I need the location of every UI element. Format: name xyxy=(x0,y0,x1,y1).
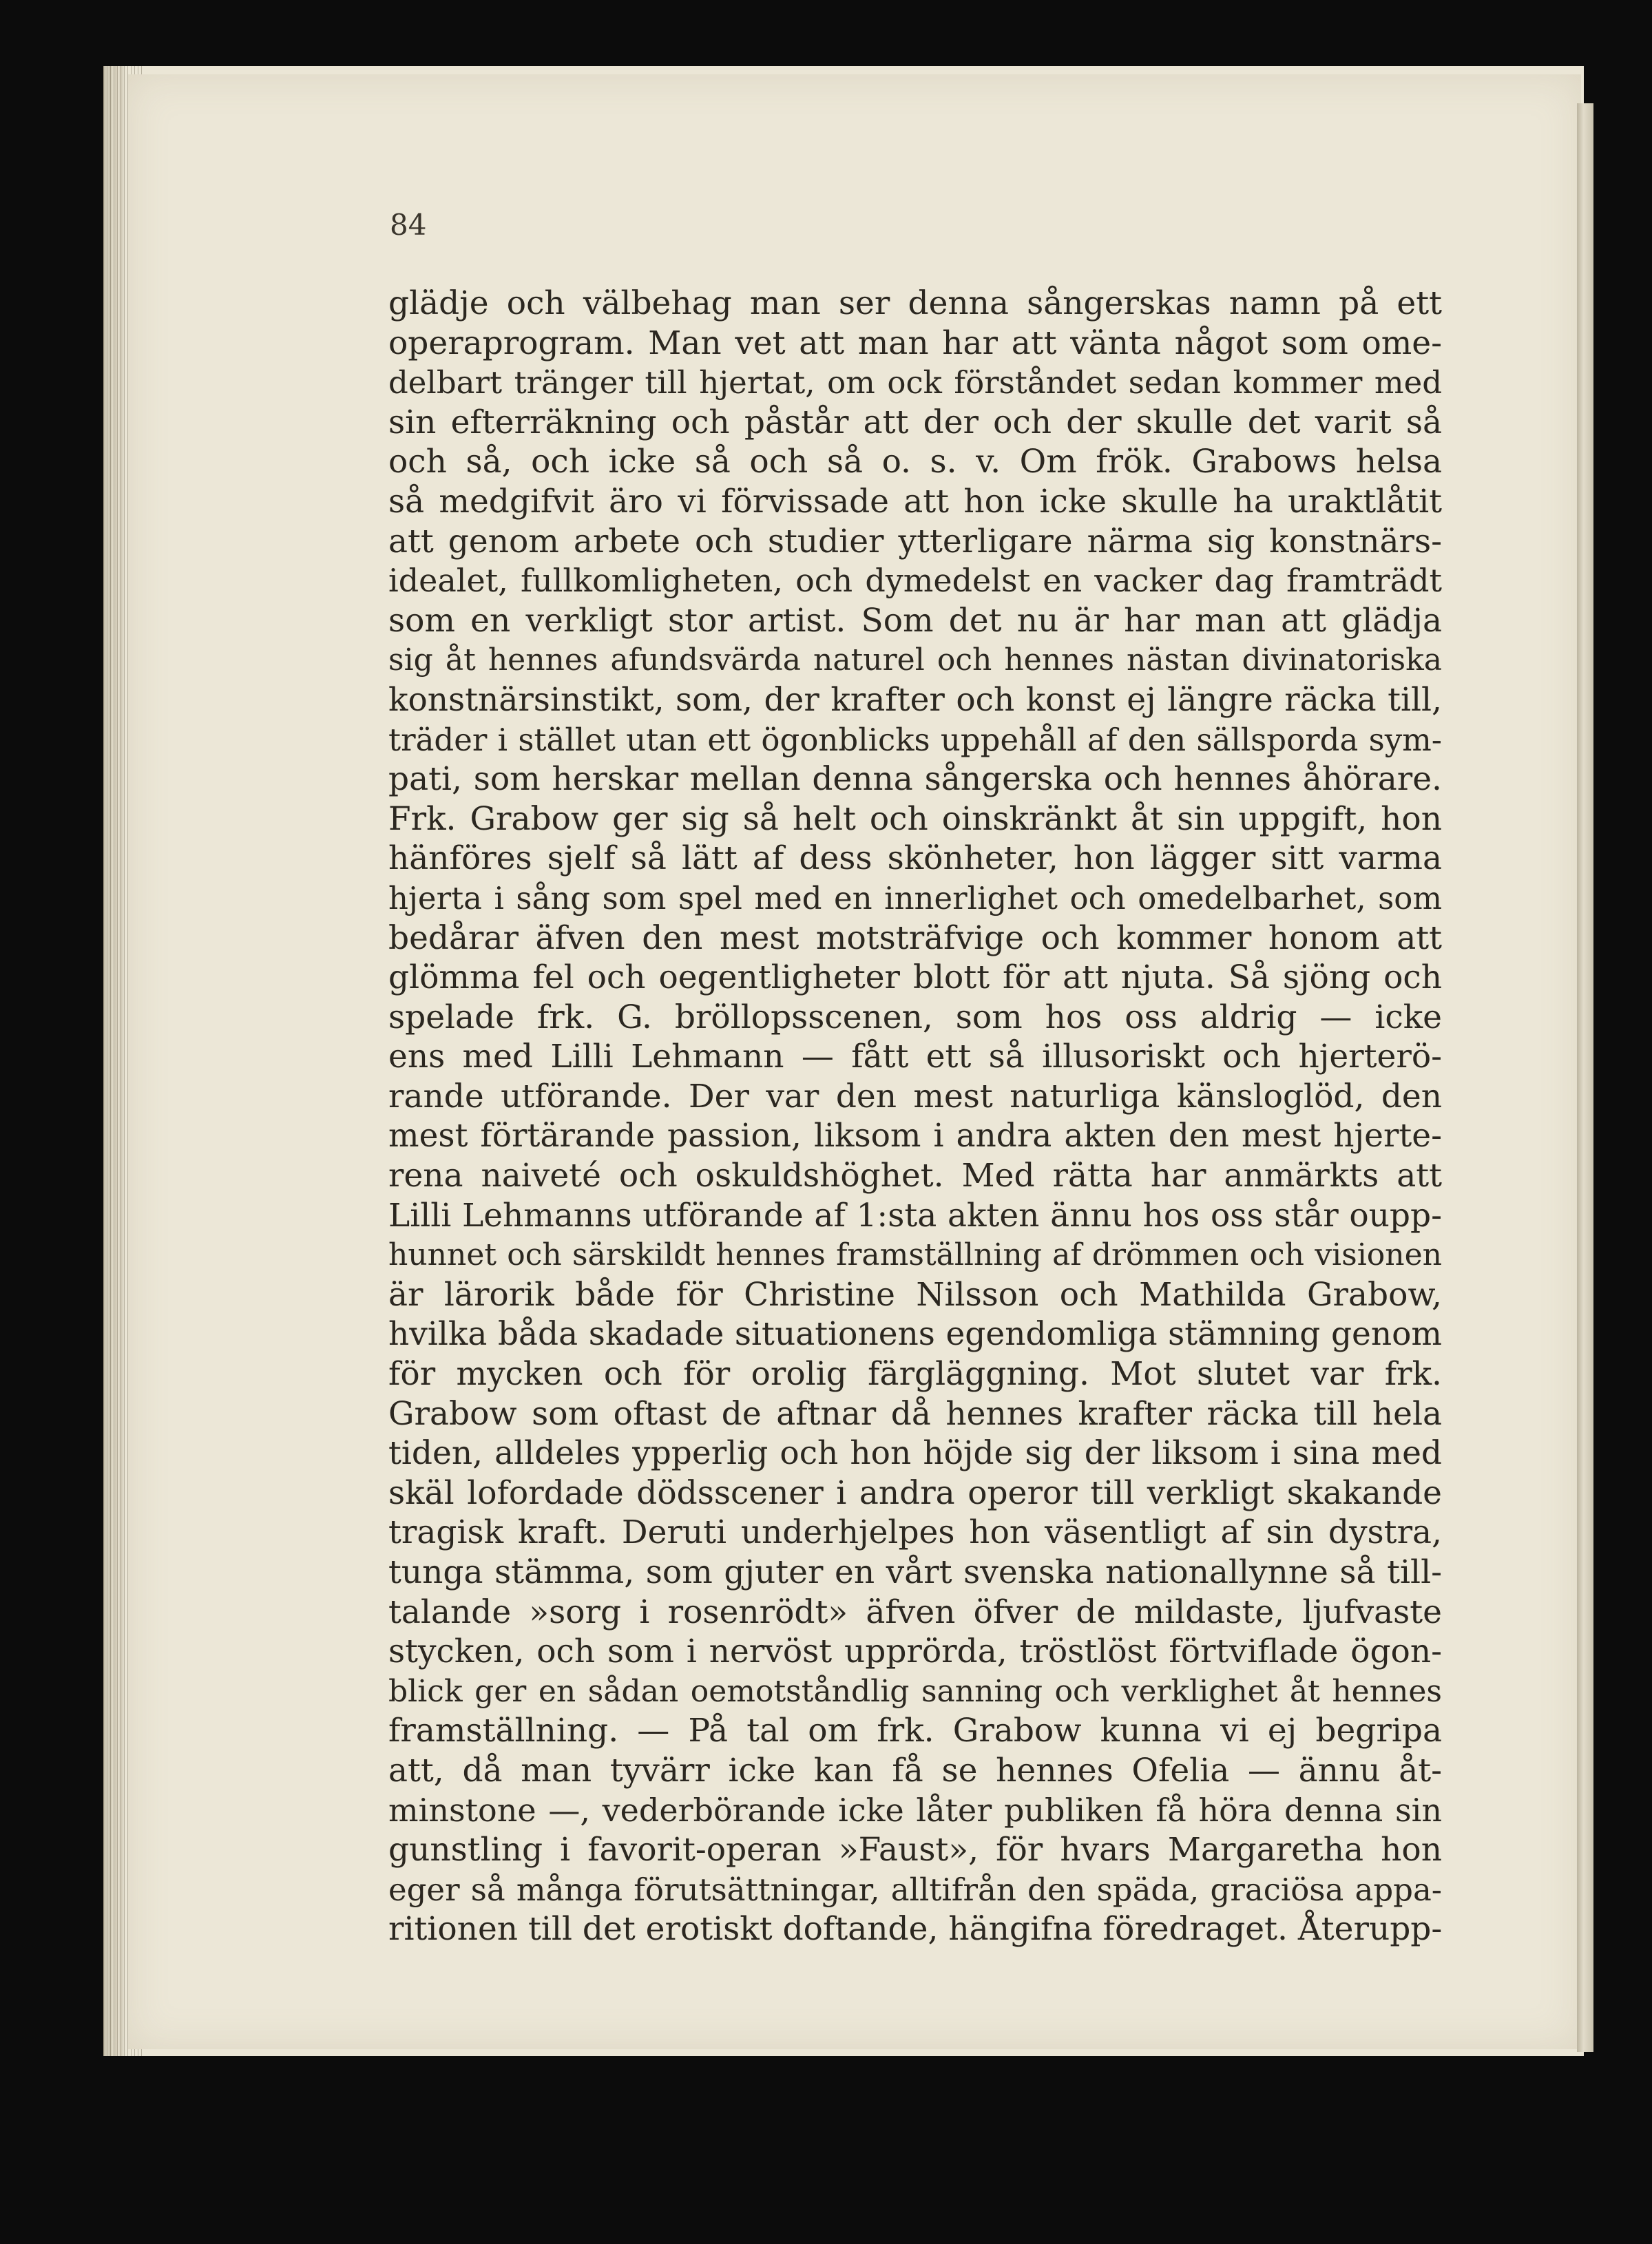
text-line: hänföres sjelf så lätt af dess skönheter, hon lägger sitt varma xyxy=(388,839,1442,878)
text-line: för mycken och för orolig färgläggning. Mot slutet var frk. xyxy=(388,1355,1442,1394)
text-line: konstnärsinstikt, som, der krafter och konst ej längre räcka till, xyxy=(388,680,1442,719)
text-line: gunstling i favorit-operan »Faust», för hvars Margaretha hon xyxy=(388,1831,1442,1869)
text-line: blick ger en sådan oemotståndlig sanning och verklighet åt hennes xyxy=(388,1673,1442,1709)
text-line: att, då man tyvärr icke kan få se hennes Ofelia — ännu åt- xyxy=(388,1751,1442,1790)
text-line: glömma fel och oegentligheter blott för att njuta. Så sjöng och xyxy=(388,958,1442,997)
text-line: hjerta i sång som spel med en innerlighet och omedelbarhet, som xyxy=(388,879,1442,916)
text-line: rena naiveté och oskuldshöghet. Med rätta har anmärkts att xyxy=(388,1157,1442,1195)
text-line: träder i stället utan ett ögonblicks uppehåll af den sällsporda sym- xyxy=(388,721,1442,758)
text-line: sig åt hennes afundsvärda naturel och hennes nästan divinatoriska xyxy=(388,642,1442,678)
text-line: ens med Lilli Lehmann — fått ett så illusoriskt och hjerterö- xyxy=(388,1038,1442,1076)
text-line: operaprogram. Man vet att man har att vänta något som ome- xyxy=(388,324,1442,362)
text-line: så medgifvit äro vi förvissade att hon icke skulle ha uraktlåtit xyxy=(388,482,1442,521)
text-line: och så, och icke så och så o. s. v. Om frök. Grabows helsa xyxy=(388,443,1442,481)
text-line: tragisk kraft. Deruti underhjelpes hon väsentligt af sin dystra, xyxy=(388,1513,1442,1552)
page-number: 84 xyxy=(390,208,427,242)
body-text xyxy=(388,284,1442,1949)
text-line: Grabow som oftast de aftnar då hennes krafter räcka till hela xyxy=(388,1394,1442,1433)
text-line: hvilka båda skadade situationens egendomliga stämning genom xyxy=(388,1315,1442,1354)
text-line: eger så många förutsättningar, alltifrån den späda, graciösa appa- xyxy=(388,1871,1442,1908)
text-line: tunga stämma, som gjuter en vårt svenska nationallynne så till- xyxy=(388,1553,1442,1591)
book-gutter xyxy=(1577,103,1593,2052)
text-line: spelade frk. G. bröllopsscenen, som hos oss aldrig — icke xyxy=(388,998,1442,1036)
text-line: ritionen till det erotiskt doftande, hängifna föredraget. Återupp- xyxy=(388,1910,1442,1949)
text-line: hunnet och särskildt hennes framställning af drömmen och visionen xyxy=(388,1237,1442,1273)
text-line: Frk. Grabow ger sig så helt och oinskränkt åt sin uppgift, hon xyxy=(388,799,1442,838)
text-line: sin efterräkning och påstår att der och der skulle det varit så xyxy=(388,403,1442,441)
text-line: som en verkligt stor artist. Som det nu är har man att glädja xyxy=(388,601,1442,640)
text-line: glädje och välbehag man ser denna sångerskas namn på ett xyxy=(388,284,1442,322)
text-line: mest förtärande passion, liksom i andra akten den mest hjerte- xyxy=(388,1117,1442,1155)
text-line: pati, som herskar mellan denna sångerska och hennes åhörare. xyxy=(388,760,1442,799)
text-line: skäl lofordade dödsscener i andra operor till verkligt skakande xyxy=(388,1474,1442,1512)
text-line: framställning. — På tal om frk. Grabow kunna vi ej begripa xyxy=(388,1712,1442,1750)
text-line: Lilli Lehmanns utförande af 1:sta akten ännu hos oss står oupp- xyxy=(388,1196,1442,1235)
text-line: tiden, alldeles ypperlig och hon höjde sig der liksom i sina med xyxy=(388,1434,1442,1473)
text-line: talande »sorg i rosenrödt» äfven öfver de mildaste, ljufvaste xyxy=(388,1593,1442,1631)
text-line: delbart tränger till hjertat, om ock förståndet sedan kommer med xyxy=(388,364,1442,401)
text-line: rande utförande. Der var den mest naturliga känsloglöd, den xyxy=(388,1077,1442,1115)
text-line: stycken, och som i nervöst upprörda, tröstlöst förtviflade ögon- xyxy=(388,1633,1442,1671)
text-line: minstone —, vederbörande icke låter publiken få höra denna sin xyxy=(388,1791,1442,1829)
text-line: bedårar äfven den mest motsträfvige och kommer honom att xyxy=(388,919,1442,957)
text-line: idealet, fullkomligheten, och dymedelst en vacker dag framträdt xyxy=(388,562,1442,600)
text-line: är lärorik både för Christine Nilsson och Mathilda Grabow, xyxy=(388,1275,1442,1314)
text-line: att genom arbete och studier ytterligare närma sig konstnärs- xyxy=(388,522,1442,560)
